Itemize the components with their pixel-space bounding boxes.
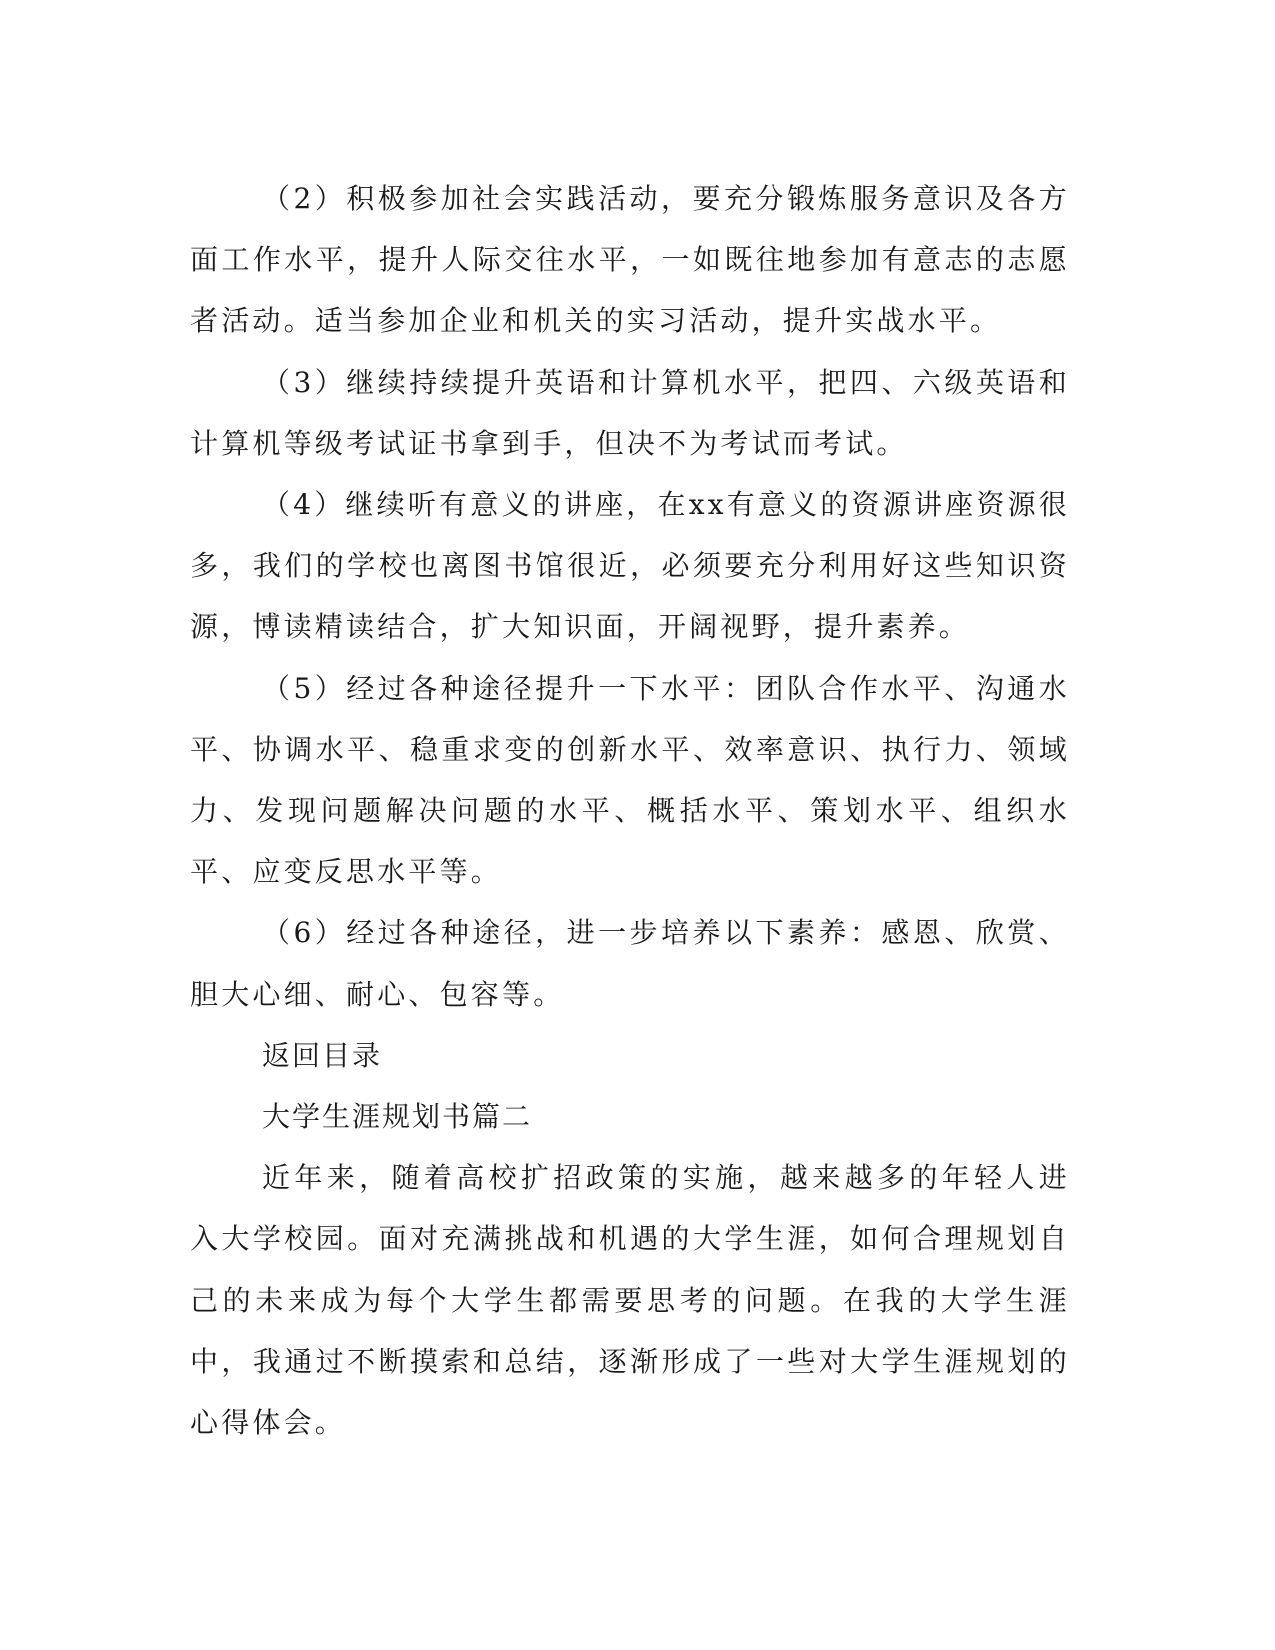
paragraph-item-5: （5）经过各种途径提升一下水平：团队合作水平、沟通水平、协调水平、稳重求变的创新水平、效率意识、执行力、领域力、发现问题解决问题的水平、概括水平、策划水平、组织水平、应变反思水平等。: [190, 671, 1070, 889]
paragraph-item-6: （6）经过各种途径，进一步培养以下素养：感恩、欣赏、胆大心细、耐心、包容等。: [190, 916, 1070, 1011]
paragraph-item-2: （2）积极参加社会实践活动，要充分锻炼服务意识及各方面工作水平，提升人际交往水平，一如既往地参加有意志的志愿者活动。适当参加企业和机关的实习活动，提升实战水平。: [190, 182, 1070, 338]
intro-paragraph: 近年来，随着高校扩招政策的实施，越来越多的年轻人进入大学校园。面对充满挑战和机遇的大学生涯，如何合理规划自己的未来成为每个大学生都需要思考的问题。在我的大学生涯中，我通过不断摸索和总结，逐渐形成了一些对大学生涯规划的心得体会。: [190, 1161, 1070, 1440]
document-body: [190, 168, 1070, 1453]
paragraph-item-3: （3）继续持续提升英语和计算机水平，把四、六级英语和计算机等级考试证书拿到手，但决不为考试而考试。: [190, 365, 1070, 460]
return-to-contents-link[interactable]: 返回目录: [262, 1038, 383, 1072]
paragraph-item-4: （4）继续听有意义的讲座，在xx有意义的资源讲座资源很多，我们的学校也离图书馆很近，必须要充分利用好这些知识资源，博读精读结合，扩大知识面，开阔视野，提升素养。: [190, 488, 1070, 644]
section-title: 大学生涯规划书篇二: [262, 1100, 533, 1134]
